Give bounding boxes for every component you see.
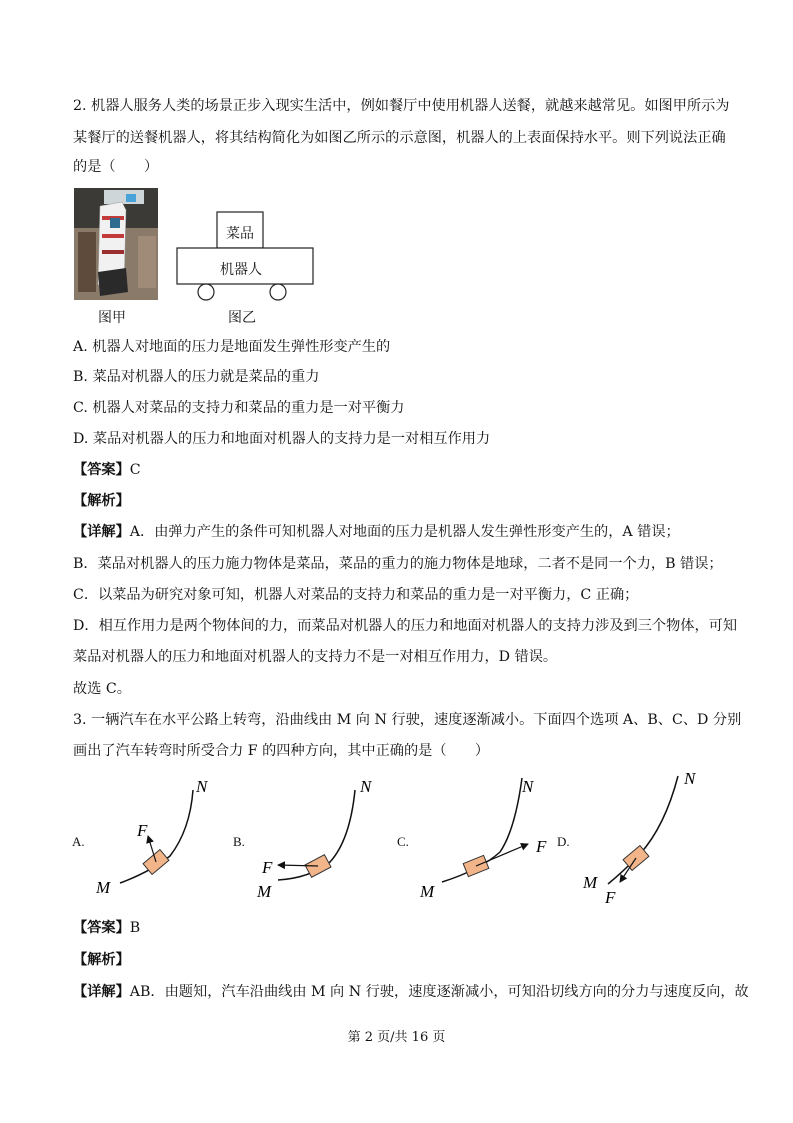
label-f-b: F (262, 858, 273, 877)
q3-option-label-c: C. (397, 834, 409, 849)
q2-detail-line2: B．菜品对机器人的压力施力物体是菜品，菜品的重力的施力物体是地球，二者不是同一个力，B 错误； (73, 556, 723, 572)
q2-detail-line4: D．相互作用力是两个物体间的力，而菜品对机器人的压力和地面对机器人的支持力涉及到三个物体，可知 (73, 618, 738, 634)
label-f-c: F (536, 837, 547, 856)
robot-schematic (172, 206, 318, 306)
label-n-a: N (196, 777, 208, 796)
q2-detail-line5: 菜品对机器人的压力和地面对机器人的支持力不是一对相互作用力，D 错误。 (73, 649, 558, 665)
answer-value: C (129, 462, 141, 478)
detail-tag: 【详解】 (73, 984, 130, 1000)
q3-option-label-a: A. (72, 834, 85, 849)
q2-stem-line2: 某餐厅的送餐机器人，将其结构简化为如图乙所示的示意图，机器人的上表面保持水平。则下列说法正确 (73, 130, 726, 146)
q2-analysis-tag: 【解析】 (73, 493, 130, 509)
label-f-d: F (605, 888, 616, 907)
q3-diagrams (0, 760, 793, 920)
answer-value: B (129, 920, 141, 936)
q2-option-b: B. 菜品对机器人的压力就是菜品的重力 (73, 369, 320, 385)
detail-tag: 【详解】 (73, 524, 130, 540)
q3-option-label-d: D. (557, 834, 570, 849)
diagram-d (582, 769, 697, 907)
label-n-b: N (360, 777, 372, 796)
diagram-a (95, 777, 209, 897)
q3-analysis-tag: 【解析】 (73, 952, 130, 968)
q3-option-label-b: B. (233, 834, 245, 849)
fig-jia-caption: 图甲 (98, 310, 126, 326)
label-m-a: M (96, 878, 111, 897)
label-m-d: M (583, 873, 598, 892)
q2-option-a: A. 机器人对地面的压力是地面发生弹性形变产生的 (73, 339, 391, 355)
q3-detail-line1 (73, 982, 749, 1002)
label-n-d: N (684, 769, 696, 788)
detail-text: AB．由题知，汽车沿曲线由 M 向 N 行驶，速度逐渐减小，可知沿切线方向的分力与速度反向，故 (129, 984, 749, 1000)
answer-tag: 【答案】 (73, 920, 130, 936)
q2-answer (73, 460, 141, 480)
detail-text: A．由弹力产生的条件可知机器人对地面的压力是机器人发生弹性形变产生的，A 错误； (129, 524, 680, 540)
q2-detail-line3: C．以菜品为研究对象可知，机器人对菜品的支持力和菜品的重力是一对平衡力，C 正确； (73, 587, 639, 603)
q2-stem-line3: 的是（ ） (73, 159, 159, 175)
q2-option-d: D. 菜品对机器人的压力和地面对机器人的支持力是一对相互作用力 (73, 431, 491, 447)
answer-tag: 【答案】 (73, 462, 130, 478)
q3-answer (73, 918, 140, 938)
q2-stem-line1: 2. 机器人服务人类的场景正步入现实生活中，例如餐厅中使用机器人送餐，就越来越常见。如图甲所示为 (73, 98, 730, 114)
label-n-c: N (522, 777, 534, 796)
label-m-c: M (420, 882, 435, 901)
q2-detail-line1 (73, 522, 680, 542)
fig-yi-body-label: 机器人 (220, 262, 262, 278)
q2-option-c: C. 机器人对菜品的支持力和菜品的重力是一对平衡力 (73, 400, 405, 416)
label-m-b: M (257, 882, 272, 901)
robot-photo (74, 188, 158, 300)
q3-stem-line2: 画出了汽车转弯时所受合力 F 的四种方向，其中正确的是（ ） (73, 743, 490, 759)
label-f-a: F (137, 821, 148, 840)
diagram-b (256, 777, 373, 901)
q2-conclusion: 故选 C。 (73, 681, 131, 697)
fig-yi-caption: 图乙 (228, 310, 256, 326)
fig-yi-top-label: 菜品 (226, 226, 254, 242)
q3-stem-line1: 3. 一辆汽车在水平公路上转弯，沿曲线由 M 向 N 行驶，速度逐渐减小。下面四个选项 A、B、C、D 分别 (73, 712, 742, 728)
page-footer: 第 2 页/共 16 页 (347, 1030, 446, 1045)
diagram-c (419, 777, 547, 901)
